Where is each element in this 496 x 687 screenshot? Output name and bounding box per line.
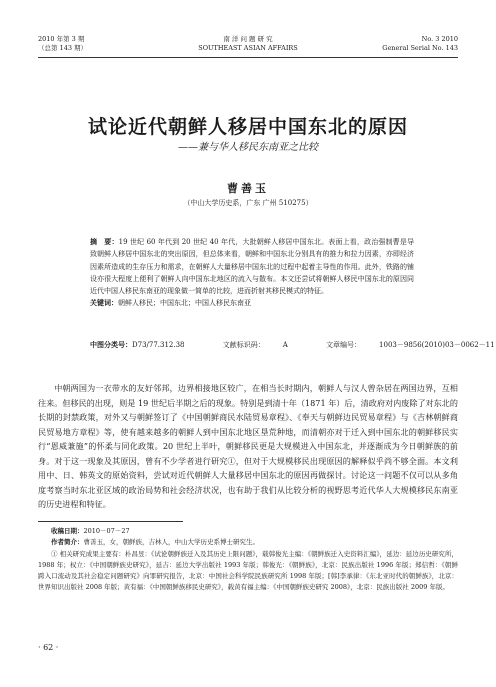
header-journal-cn: 南 洋 问 题 研 究: [223, 35, 273, 43]
received-date: [38, 526, 458, 537]
abstract-label: 摘 要：: [90, 237, 119, 246]
keywords-line: [90, 297, 414, 309]
header-issue-total: （总第 143 期）: [38, 44, 88, 52]
footnote-rule: [38, 521, 183, 522]
keywords-text: 朝鲜人移民；中国东北；中国人移民东南亚: [118, 299, 251, 308]
clc-label: 中图分类号：: [90, 340, 132, 349]
article-subtitle: ——兼与华人移民东南亚之比较: [178, 142, 318, 153]
doc-code-value: A: [282, 341, 288, 349]
abstract-paragraph: [90, 236, 414, 297]
article-title: 试论近代朝鲜人移居中国东北的原因: [87, 116, 408, 138]
body-paragraph: 中朝两国为一衣带水的友好邻邦，边界相接地区较广，在相当长时期内，朝鲜人与汉人曾杂居在两国边界，互相往来。但移民的出现，则是 19 世纪后半期之后的现象。特别是到清十年（1871 年）后，清政府对内废除了对东北的长期的封禁政策，对外又与朝鲜签订了《中国朝鲜商民水陆贸易章程》、《奉天与朝鲜边民贸易章程》与《吉林朝鲜商民贸易地方章程》等，使有越来越多的朝鲜人到中国东北地区垦荒种地，而清朝亦对于迁入到中国东北的朝鲜移民实行“恩威兼施”的怀柔与同化政策。20 世纪上半叶，朝鲜移民更是大规模进入中国东北，并逐渐成为今日朝鲜族的前身。对于这一现象及其原因，曾有不少学者进行研究①，但对于大规模移民出现原因的解释似乎尚不够全面。本文利用中、日、韩英文的原始资料，尝试对近代朝鲜人大量移居中国东北的原因再做探讨。讨论这一问题不仅可以从多角度考察当时东北亚区域的政治局势和社会经济状况，也有助于我们从比较分析的视野思考近代华人大规模移民东南亚的历史进程和特征。: [38, 383, 458, 509]
clc-value: D73/77.312.38: [132, 341, 185, 349]
author-bio: [38, 537, 458, 548]
received-value: 2010－07－27: [83, 527, 130, 535]
footnote-1: ① 相关研究成果主要有：朴昌昱：《试论朝鲜族迁入及其历史上限问题》，载韩俊光主编：《朝鲜族迁入史资料汇编》，延边：延边历史研究所，1988 年；权立：《中国朝鲜族史研究》，延吉：延边大学出版社 1993 年版；韩俊光：《朝鲜族》，北京：民族出版社 1996 年版；郑信哲：《朝鲜跨入口流动及其社会稳定问题研究》向罪研究报告，北京：中国社会科学院民族研究所 1998 年版；[韩]李承律：《东北亚时代的朝鲜族》，北京：世界知识出版社 2008 年版；黄有福：《中国朝鲜族移民史研究》，载黄有福主编：《中国朝鲜族史研究 2008》，北京：民族出版社 2009 年版。: [38, 549, 458, 592]
running-header: [38, 35, 458, 65]
header-serial: [382, 35, 458, 53]
page-number: · 62 ·: [38, 643, 59, 652]
abstract-text: 19 世纪 60 年代到 20 世纪 40 年代，大批朝鲜人移居中国东北。表面上看，政治强制曹是导致朝鲜人移居中国东北的突出原因，但总体来看，朝鲜和中国东北分别具有的推力和拉力因素，亦即经济因素所造成的生存压力和需求，在朝鲜人大量移居中国东北的过程中起着主导性的作用。此外，铁路的铺设亦很大程度上便利了朝鲜人向中国东北地区的流入与散布。本文还尝试将朝鲜人移民中国东北的原因同近代中国人移民东南亚的现象做一简单的比较，进而折射其移民模式的特征。: [90, 238, 414, 296]
author-bio-value: 曹善玉，女，朝鲜族，吉林人，中山大学历史系博士研究生。: [83, 538, 259, 547]
doc-code-label: 文献标识码：: [222, 341, 265, 349]
footnotes-block: [38, 526, 458, 594]
header-serial-no: No. 3 2010: [421, 35, 458, 43]
received-label: 收稿日期：: [51, 527, 84, 535]
header-journal-en: SOUTHEAST ASIAN AFFAIRS: [198, 44, 298, 52]
keywords-label: 关键词：: [90, 298, 118, 308]
header-issue-year: 2010 年第 3 期: [38, 35, 85, 43]
author-affiliation: （中山大学历史系，广东 广州 510275）: [183, 199, 313, 207]
header-serial-general: General Serial No. 143: [382, 44, 458, 52]
article-id-value: 1003－9856(2010)03－0062－11: [379, 341, 495, 349]
abstract-block: [90, 236, 414, 310]
doc-code: [223, 341, 306, 349]
classification-line: [90, 340, 495, 350]
author-name: 曹善玉: [227, 182, 269, 195]
author-bio-label: 作者简介：: [51, 538, 84, 547]
article-id: [326, 341, 496, 349]
article-id-label: 文章编号：: [326, 341, 362, 349]
header-rule: [38, 57, 458, 58]
body-text: [38, 381, 458, 512]
clc-number: [90, 341, 203, 349]
